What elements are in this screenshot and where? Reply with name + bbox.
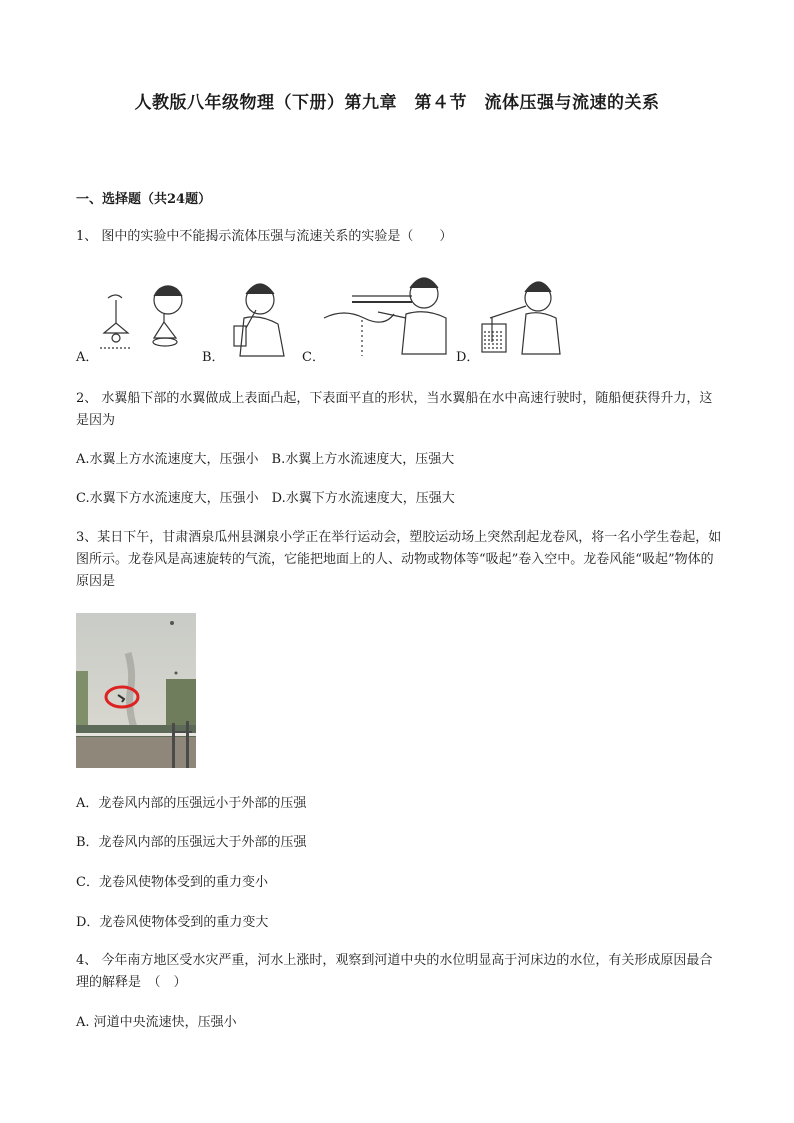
figure-label-c: C． (302, 350, 325, 365)
question-2-options-ab: A.水翼上方水流速度大，压强小 B.水翼上方水流速度大，压强大 (76, 452, 455, 467)
figure-d-straw-illustration (476, 278, 572, 358)
figure-a-funnel-illustration (98, 278, 198, 358)
question-3-option-b: B．龙卷风内部的压强远大于外部的压强 (76, 835, 307, 850)
question-4-option-a: A. 河道中央流速快，压强小 (76, 1015, 237, 1030)
question-2-stem: 2、 水翼船下部的水翼做成上表面凸起，下表面平直的形状，当水翼船在水中高速行驶时，随船便获得升力，这是因为 (76, 391, 713, 428)
tornado-photo (76, 613, 196, 768)
question-1-figures (76, 268, 576, 368)
question-3-option-d: D．龙卷风使物体受到的重力变大 (76, 915, 269, 930)
page-title: 人教版八年级物理（下册）第九章 第４节 流体压强与流速的关系 (134, 93, 660, 113)
question-2-options-cd: C.水翼下方水流速度大，压强小 D.水翼下方水流速度大，压强大 (76, 491, 455, 506)
section-heading: 一、选择题（共24题） (76, 192, 212, 207)
question-3-option-c: C．龙卷风使物体受到的重力变小 (76, 875, 268, 890)
figure-label-b: B． (202, 350, 225, 365)
question-1-stem: 1、 图中的实验中不能揭示流体压强与流速关系的实验是（ ） (76, 229, 453, 244)
figure-b-paper-illustration (222, 278, 298, 358)
question-4-stem: 4、 今年南方地区受水灾严重，河水上涨时，观察到河道中央的水位明显高于河床边的水位，有关形成原因最合理的解释是 （ ） (76, 953, 713, 990)
question-3-option-a: A．龙卷风内部的压强远小于外部的压强 (76, 796, 307, 811)
figure-label-d: D． (456, 350, 480, 365)
figure-c-strips-illustration (322, 268, 452, 360)
figure-label-a: A． (76, 350, 99, 365)
question-3-stem: 3、某日下午，甘肃酒泉瓜州县渊泉小学正在举行运动会，塑胶运动场上突然刮起龙卷风，将一名小学生卷起，如图所示。龙卷风是高速旋转的气流，它能把地面上的人、动物或物体等“吸起”卷入空中。龙卷风能“吸起”物体的原因是 (76, 530, 722, 589)
tornado-photo-image (76, 613, 196, 768)
